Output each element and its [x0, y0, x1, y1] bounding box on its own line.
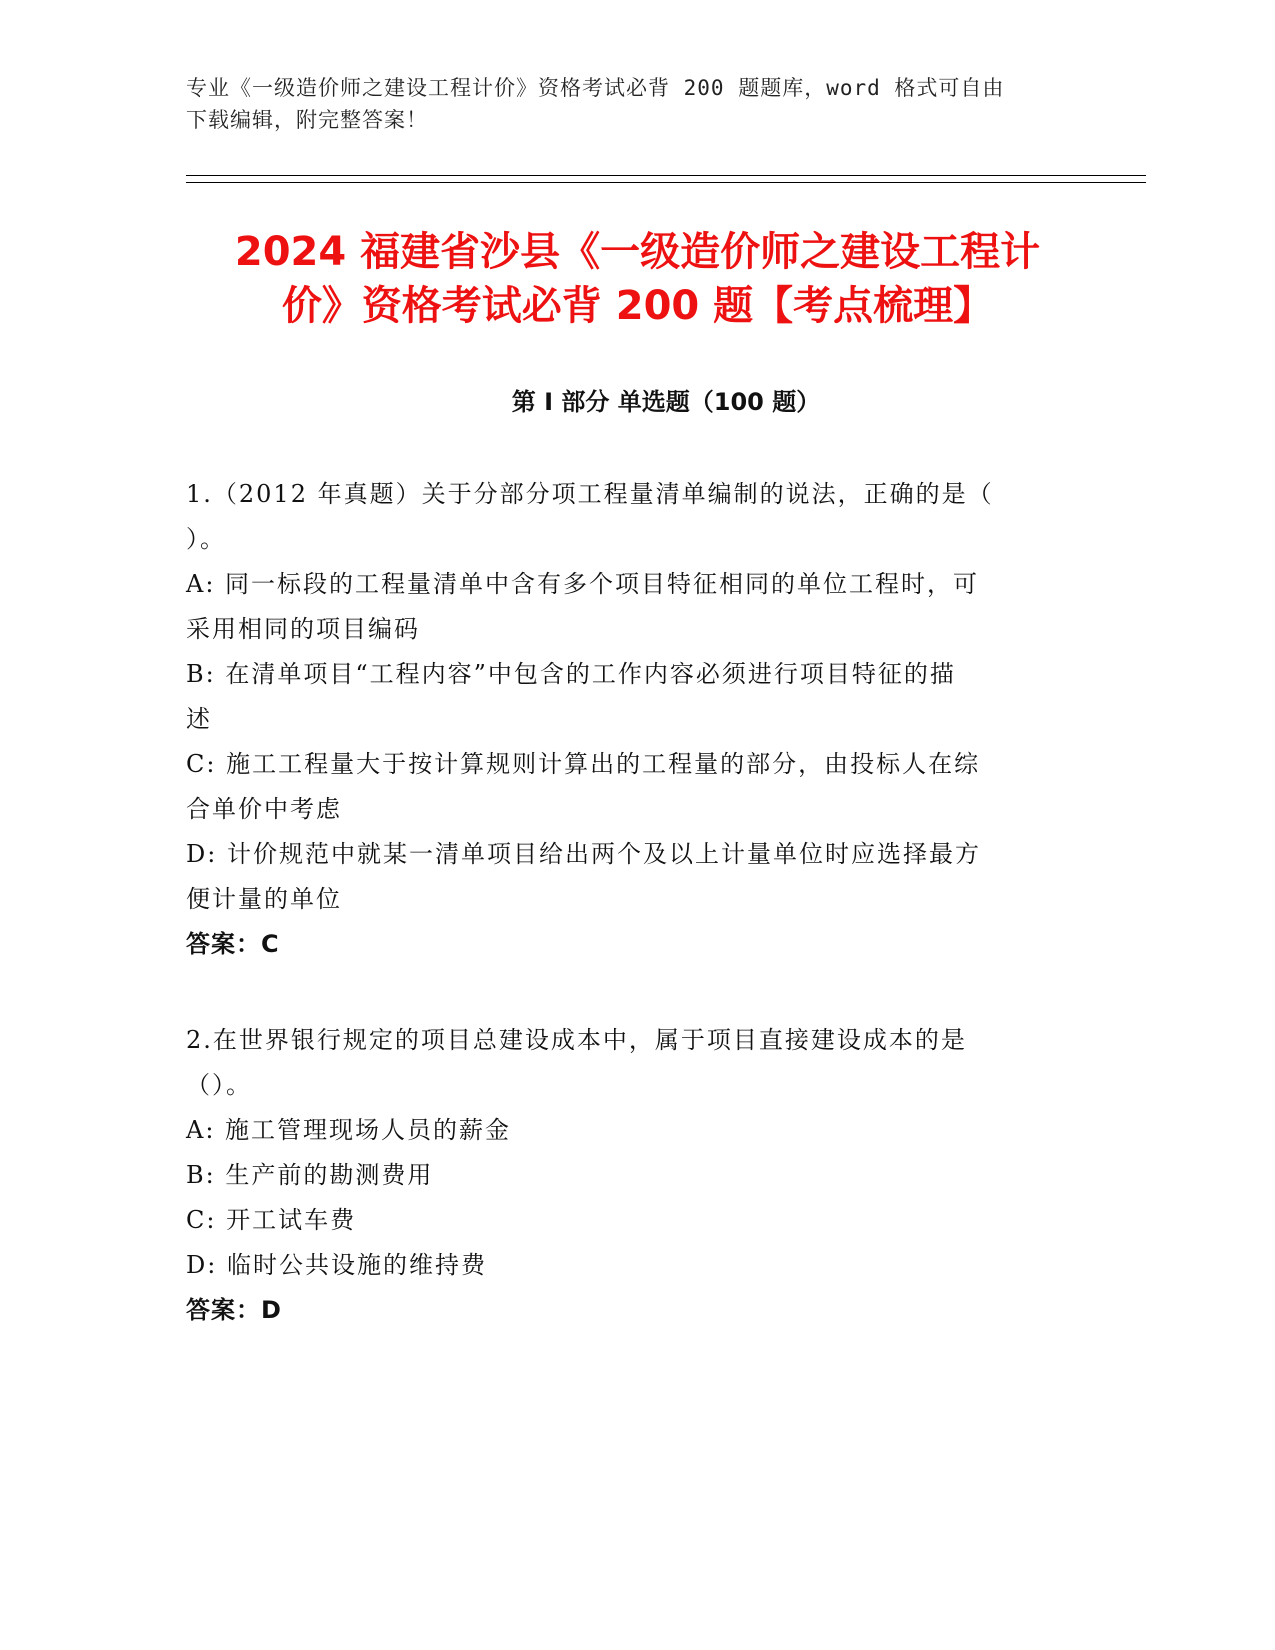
option-d — [186, 832, 1076, 922]
header-divider-top — [186, 175, 1146, 176]
question-stem-line-2: （）。 — [186, 1071, 252, 1099]
option-b-line-2: 述 — [186, 705, 212, 733]
option-c: C: 开工试车费 — [186, 1206, 357, 1234]
option-d: D: 临时公共设施的维持费 — [186, 1251, 487, 1279]
option-c-line-1: C: 施工工程量大于按计算规则计算出的工程量的部分，由投标人在综 — [186, 750, 981, 778]
option-b-line-1: B: 在清单项目“工程内容”中包含的工作内容必须进行项目特征的描 — [186, 660, 956, 688]
option-a-line-2: 采用相同的项目编码 — [186, 615, 420, 643]
question-2 — [186, 1018, 1076, 1333]
question-stem-line-1: 1.（2012 年真题）关于分部分项工程量清单编制的说法，正确的是（ — [186, 480, 994, 508]
answer: 答案：C — [186, 930, 280, 958]
answer: 答案：D — [186, 1296, 282, 1324]
question-stem-line-1: 2.在世界银行规定的项目总建设成本中，属于项目直接建设成本的是 — [186, 1026, 967, 1054]
document-title-line-1: 2024 福建省沙县《一级造价师之建设工程计 — [234, 229, 1041, 275]
header-note-line-1: 专业《一级造价师之建设工程计价》资格考试必背 200 题题库，word 格式可自由 — [186, 76, 1005, 100]
option-a-line-1: A: 同一标段的工程量清单中含有多个项目特征相同的单位工程时，可 — [186, 570, 980, 598]
option-a — [186, 562, 1076, 652]
option-b — [186, 652, 1076, 742]
option-d-line-1: D: 计价规范中就某一清单项目给出两个及以上计量单位时应选择最方 — [186, 840, 981, 868]
option-b: B: 生产前的勘测费用 — [186, 1161, 434, 1189]
header-note-line-2: 下载编辑，附完整答案！ — [186, 108, 428, 132]
option-a: A: 施工管理现场人员的薪金 — [186, 1116, 512, 1144]
section-title: 第 I 部分 单选题（100 题） — [511, 388, 821, 416]
question-1 — [186, 472, 1076, 967]
document-title-line-2: 价》资格考试必背 200 题【考点梳理】 — [281, 283, 994, 329]
header-note — [186, 72, 1086, 136]
question-stem-line-2: ）。 — [186, 525, 226, 553]
header-divider-bottom — [186, 182, 1146, 183]
option-c — [186, 742, 1076, 832]
document-title — [170, 225, 1105, 333]
option-c-line-2: 合单价中考虑 — [186, 795, 342, 823]
option-d-line-2: 便计量的单位 — [186, 885, 342, 913]
